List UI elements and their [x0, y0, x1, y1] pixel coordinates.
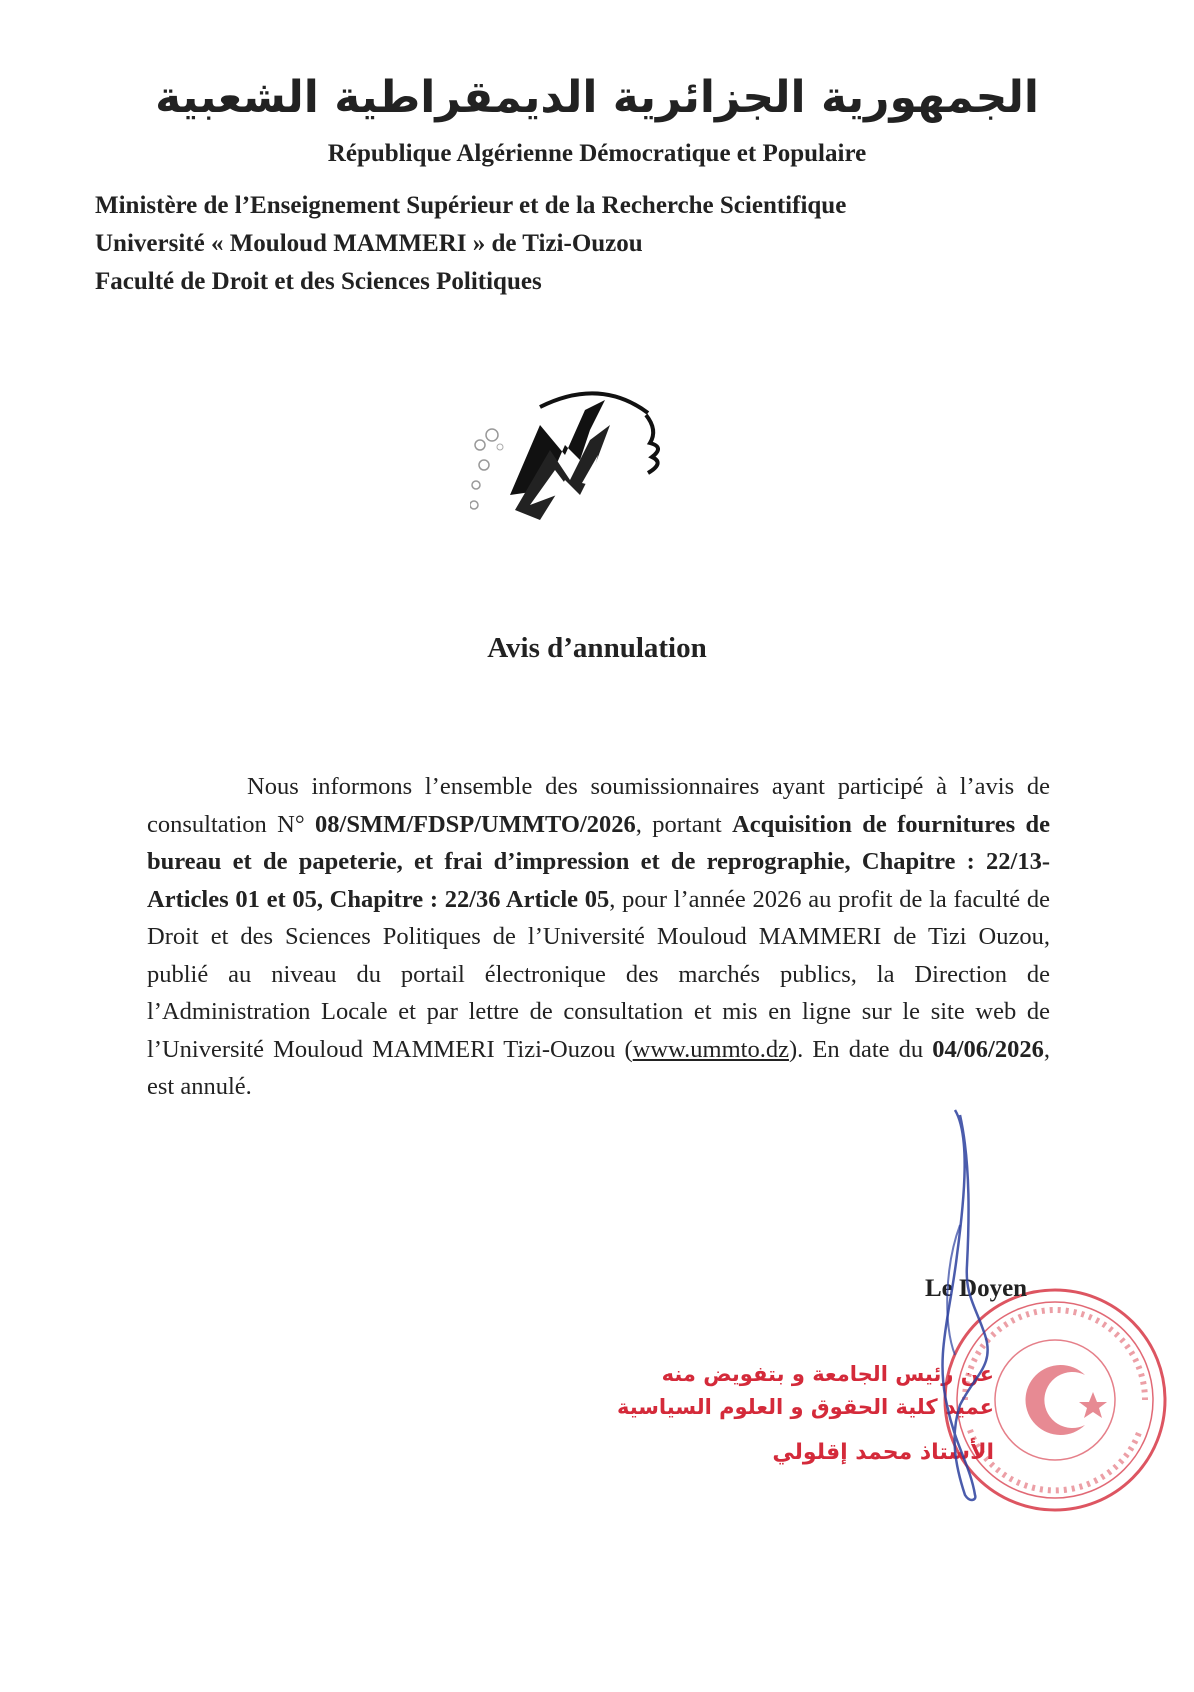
document-title: Avis d’annulation: [487, 632, 707, 664]
ministry-line: Ministère de l’Enseignement Supérieur et de la Recherche Scientifique: [95, 192, 847, 219]
university-line: Université « Mouloud MAMMERI » de Tizi-Ouzou: [95, 230, 643, 257]
stamp-dean-line: عميد كلية الحقوق و العلوم السياسية: [616, 1395, 994, 1419]
arabic-republic-title: الجمهورية الجزائرية الديمقراطية الشعبية: [155, 72, 1039, 123]
university-logo: [470, 385, 720, 545]
website-link[interactable]: www.ummto.dz: [632, 1035, 789, 1063]
signer-title: Le Doyen: [925, 1275, 1028, 1302]
faculty-line: Faculté de Droit et des Sciences Politiques: [95, 268, 542, 295]
republic-title-fr: République Algérienne Démocratique et Populaire: [327, 140, 867, 167]
body-details: , pour l’année 2026 au profit de la faculté de Droit et des Sciences Politiques de l’Université Mouloud MAMMERI de Tizi Ouzou, publié au niveau du portail électronique des marchés publics, la Direction de l’Administration Locale et par lettre de consultation et mis en ligne sur le site web de l’Université Mouloud MAMMERI Tizi-Ouzou (: [147, 885, 1050, 1063]
consultation-object: Acquisition de fournitures de bureau et de papeterie, et frai d’impression et de reprographie, Chapitre : 22/13- Articles 01 et 05, Chapitre : 22/36 Article 05: [147, 810, 1050, 913]
body-intro: Nous informons l’ensemble des soumissionnaires ayant participé à l’avis de consultation N°: [147, 773, 1050, 838]
body-connector: , portant: [635, 810, 733, 838]
cancellation-date: 04/06/2026: [932, 1035, 1044, 1063]
cancellation-notice-body: [147, 768, 1050, 1106]
handwritten-signature: [915, 1105, 1028, 1505]
stamp-delegation-line: عن رئيس الجامعة و بتفويض منه: [661, 1362, 994, 1386]
body-closing: , est annulé.: [147, 1035, 1050, 1100]
consultation-ref-number: 08/SMM/FDSP/UMMTO/2026: [315, 810, 636, 838]
body-date-intro: ). En date du: [788, 1035, 933, 1063]
stamp-name-line: الأستاذ محمد إقلولي: [772, 1440, 994, 1465]
